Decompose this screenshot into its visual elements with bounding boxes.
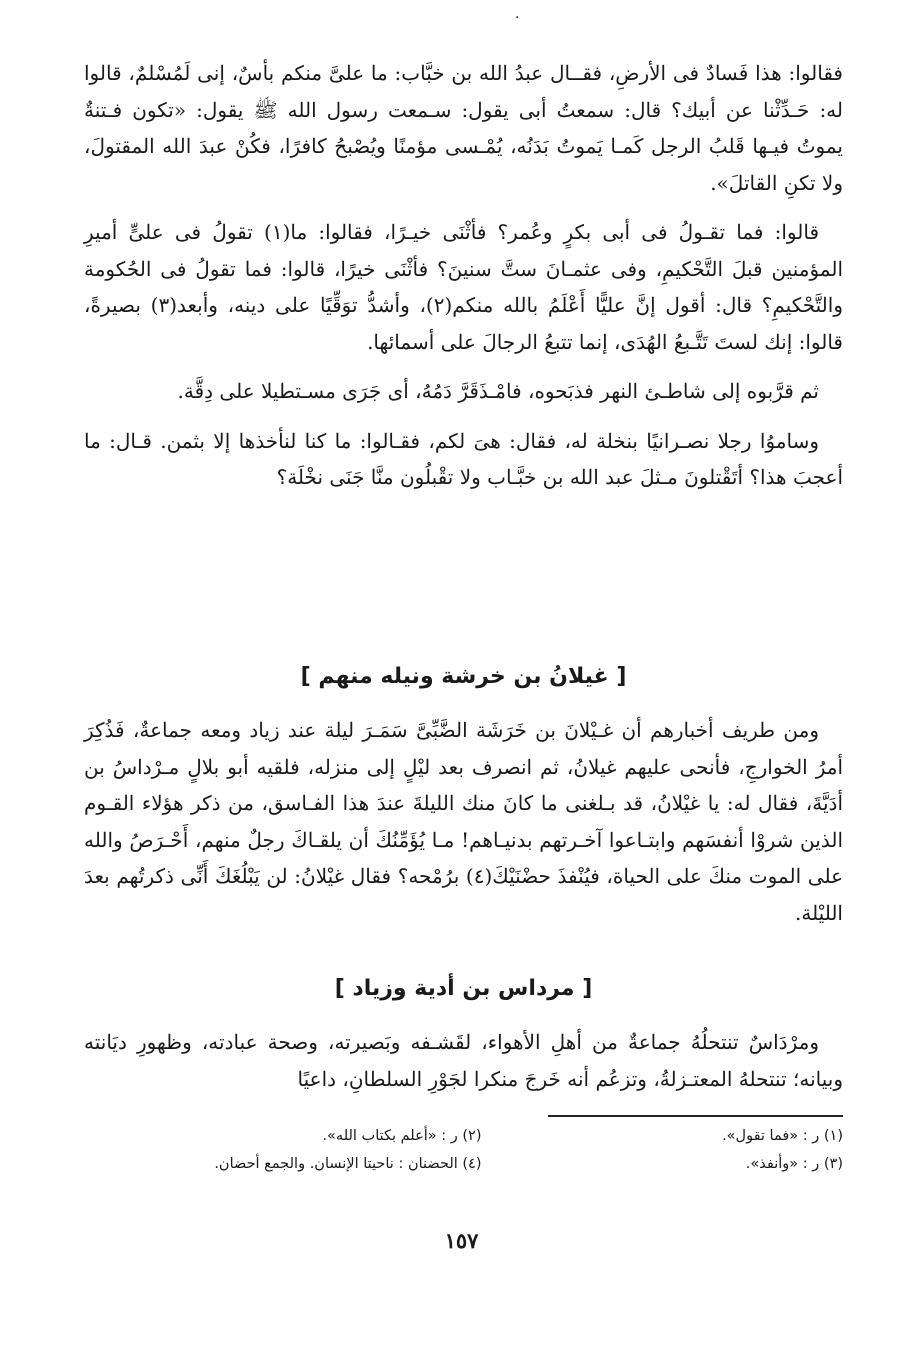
paragraph-5: ومن طريف أخبارهم أن غـيْلانَ بن خَرَشَة الضَّبِّىَّ سَمَـرَ ليلة عند زياد ومعه جماعةٌ، فَذُكِرَ أمرُ الخوارجِ، فأنحى عليهم غيلانُ، ثم انصرف بعد ليْلٍ إلى منزله، فلقيه أبو بلالٍ مـرْداسُ بن أدَيَّةَ، فقال له: يا غيْلانُ، قد بـلغنى ما كانَ منك الليلةَ عندَ هذا الفـاسق، من ذكر هؤلاء القـوم الذين شروْا أنفسَهم وابتـاعوا آخـرتهم بدنيـاهم! مـا يُؤَمِّنُكَ أن يلقـاكَ رجلٌ منهم، أَحْـرَصُ والله على الموت منكَ على الحياة، فيُنْفذَ حضْنَيْكَ(٤) برُمْحه؟ فقال غيْلانُ: لن يَبْلُغَكَ أَنِّى ذكرتُهم بعدَ الليْلة.	[84, 718, 844, 925]
footnote-rule	[548, 1115, 843, 1117]
body-section-1	[84, 55, 843, 496]
paragraph-4: وساموُا رجلا نصـرانيًا بنخلة له، فقال: هىَ لكم، فقـالوا: ما كنا لنأخذها إلا بثمن. قـال: ما أعجبَ هذا؟ أتَقْتلونَ مـثلَ عبد الله بن خبَّـاب ولا تقْبلُون منَّا جَنَى نخْلَة؟	[84, 428, 843, 489]
footnotes	[120, 1122, 843, 1178]
dot-mark: ·	[515, 10, 520, 26]
paragraph-1: فقالوا: هذا فَسادٌ فى الأرضِ، فقــال عبدُ الله بن خبَّاب: ما علىَّ منكم بأسٌ، إنى لَمُسْلمٌ، قالوا له: حَـدِّثْنا عن أبيك؟ قال: سمعتُ أبى يقول: سـمعت رسول الله ﷺ يقول: «تكون فـتنةٌ يموتُ فيـها قَلبُ الرجل كَمـا يَموتُ بَدَنُه، يُمْـسى مؤمنًا ويُصْبحُ كافرًا، فكُنْ عبدَ الله المقتولَ، ولا تكنِ القاتلَ».	[84, 61, 843, 195]
footnote-4: (٤) الحضنان : ناحيتا الإنسان. والجمع أحضان.	[214, 1156, 482, 1172]
paragraph-3: ثم قرَّبوه إلى شاطـئ النهر فذبَحوه، فامْـذَقَرَّ دَمُهُ، أى جَرَى مسـتطيلا على دِقَّة.	[177, 379, 819, 403]
footnote-2: (٢) ر : «أعلم بكتاب الله».	[322, 1128, 482, 1144]
body-section-2	[84, 712, 843, 931]
footnote-row	[120, 1122, 843, 1150]
footnote-row	[120, 1150, 843, 1178]
footnote-1: (١) ر : «فما تقول».	[722, 1128, 843, 1144]
section-heading-ghaylan: [ غيلانُ بن خرشة ونيله منهم ]	[300, 664, 627, 689]
page-number: ١٥٧	[444, 1228, 479, 1253]
body-section-3	[84, 1024, 843, 1097]
paragraph-6: ومرْدَاسٌ تنتحلُهُ جماعةٌ من أهلِ الأهواء، لقَشـفه وبَصيرته، وصحة عبادته، وظهورِ ديَانته وبيانه؛ تنتحلهُ المعتـزلةُ، وتزعُم أنه خَرجَ منكرا لجَوْرِ السلطانِ، داعيًا	[84, 1030, 843, 1091]
section-heading-mirdas: [ مرداس بن أدية وزياد ]	[334, 976, 593, 1001]
footnote-3: (٣) ر : «وأنفذ».	[745, 1156, 843, 1172]
paragraph-2: قالوا: فما تقـولُ فى أبى بكرٍ وعُمر؟ فأثْنَى خيـرًا، فقالوا: ما(١) تقولُ فى علىٍّ أميرِ المؤمنين قبلَ التَّحْكيمِ، وفى عثمـانَ ستَّ سنينَ؟ فأثْنَى خيرًا، قالوا: فما تقولُ فى الحُكومة والتَّحْكيمِ؟ قال: أقول إنَّ عليًّا أَعْلَمُ بالله منكم(٢)، وأشدُّ توَقِّيًا على دينه، وأبعد(٣) بصيرةً، قالوا: إنك لستَ تَتَّـبعُ الهُدَى، إنما تتبعُ الرجالَ على أسمائها.	[84, 220, 843, 354]
